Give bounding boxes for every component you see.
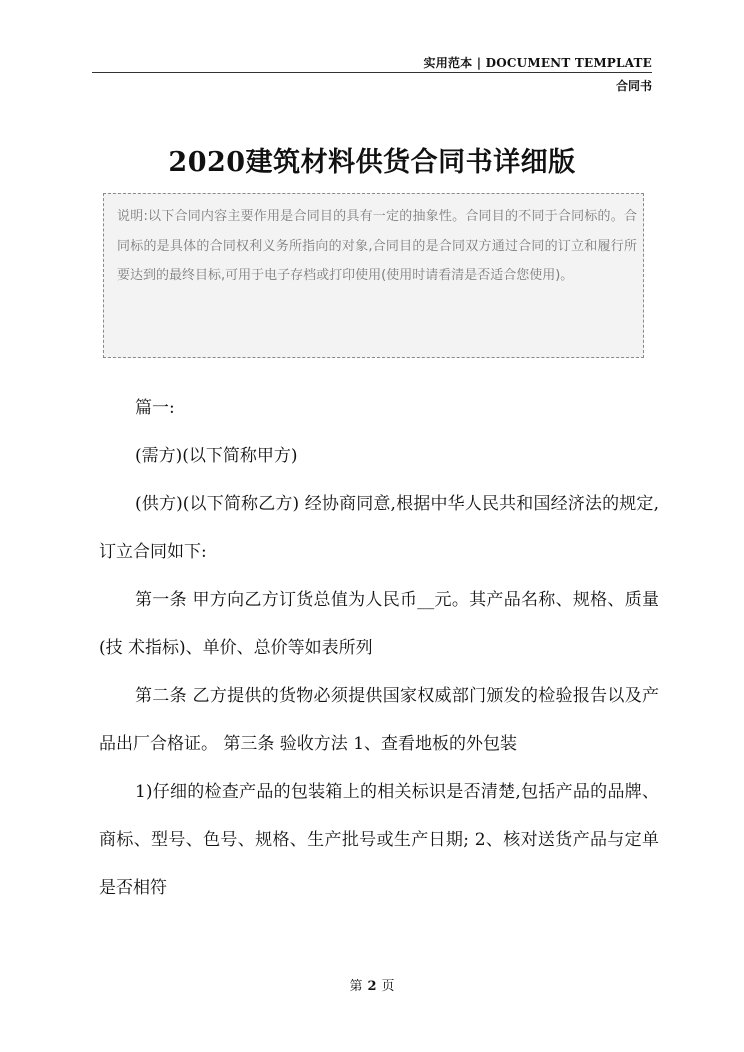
- document-category: 合同书: [615, 79, 652, 93]
- paragraph-buyer: (需方)(以下简称甲方): [135, 446, 298, 466]
- contract-body: [99, 384, 659, 912]
- page-suffix: 页: [381, 979, 395, 994]
- document-title: 2020建筑材料供货合同书详细版: [168, 147, 576, 178]
- page-number-footer: [0, 975, 744, 994]
- paragraph-article-1: 第一条 甲方向乙方订货总值为人民币__元。其产品名称、规格、质量(技 术指标)、单价、总价等如表所列: [99, 590, 659, 658]
- document-template-label: 实用范本 | DOCUMENT TEMPLATE: [423, 56, 652, 70]
- section-heading: 篇一:: [135, 398, 175, 418]
- paragraph-article-2: 第二条 乙方提供的货物必须提供国家权威部门颁发的检验报告以及产品出厂合格证。 第三条 验收方法 1、查看地板的外包装: [99, 686, 659, 754]
- description-note-box: 说明:以下合同内容主要作用是合同目的具有一定的抽象性。合同目的不同于合同标的。合同标的是具体的合同权利义务所指向的对象,合同目的是合同双方通过合同的订立和履行所要达到的最终目标,可用于电子存档或打印使用(使用时请看清是否适合您使用)。: [103, 193, 644, 358]
- page-prefix: 第: [349, 979, 363, 994]
- paragraph-supplier: (供方)(以下简称乙方) 经协商同意,根据中华人民共和国经济法的规定,订立合同如下:: [99, 494, 659, 562]
- header-divider: [92, 72, 652, 73]
- page-number: 2: [367, 979, 377, 994]
- paragraph-inspection: 1)仔细的检查产品的包装箱上的相关标识是否清楚,包括产品的品牌、商标、型号、色号、规格、生产批号或生产日期; 2、核对送货产品与定单是否相符: [99, 782, 659, 898]
